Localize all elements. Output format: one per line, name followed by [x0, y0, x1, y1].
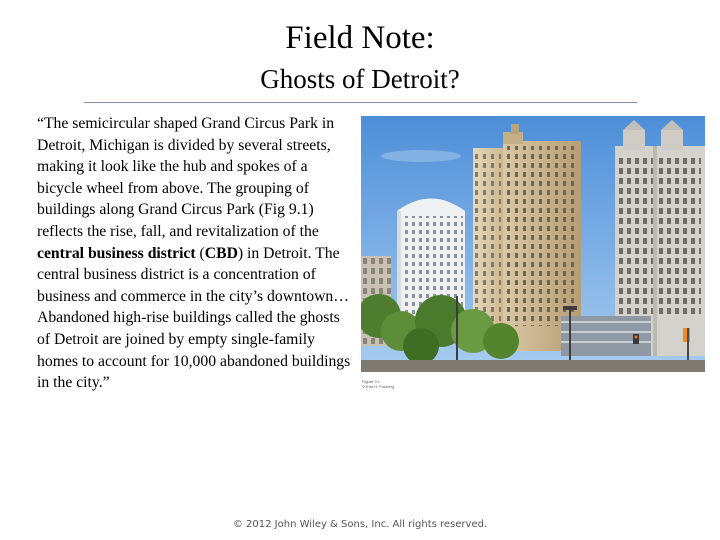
- photo-grand-circus-park: [361, 116, 705, 372]
- photo-credit: © Erin H. Fouberg: [362, 384, 395, 389]
- figure-number: Figure 9.1: [362, 379, 381, 384]
- key-term-abbreviation: CBD: [204, 244, 238, 262]
- field-note-quote: [37, 113, 353, 394]
- quote-text-part-1: “The semicircular shaped Grand Circus Park in Detroit, Michigan is divided by several streets, making it look like the hub and spokes of a bicycle wheel from above. The grouping of buildings along Grand Circus Park (Fig 9.1) reflects the rise, fall, and revitalization of the: [37, 115, 335, 240]
- key-term-cbd: central business district: [37, 244, 196, 262]
- quote-text-part-2: (: [195, 244, 205, 262]
- slide-subtitle: Ghosts of Detroit?: [260, 64, 460, 94]
- copyright-footer: © 2012 John Wiley & Sons, Inc. All rights reserved.: [232, 519, 488, 530]
- photo-caption: [362, 379, 394, 389]
- slide-title: Field Note:: [285, 20, 435, 56]
- quote-text-part-3: ) in Detroit. The central business district is a concentration of business and commerce in the city’s downtown…Abandoned high-rise buildings called the ghosts of Detroit are joined by empty single-family homes to account for 10,000 abandoned buildings in the city.”: [37, 244, 351, 392]
- title-divider: [84, 102, 637, 103]
